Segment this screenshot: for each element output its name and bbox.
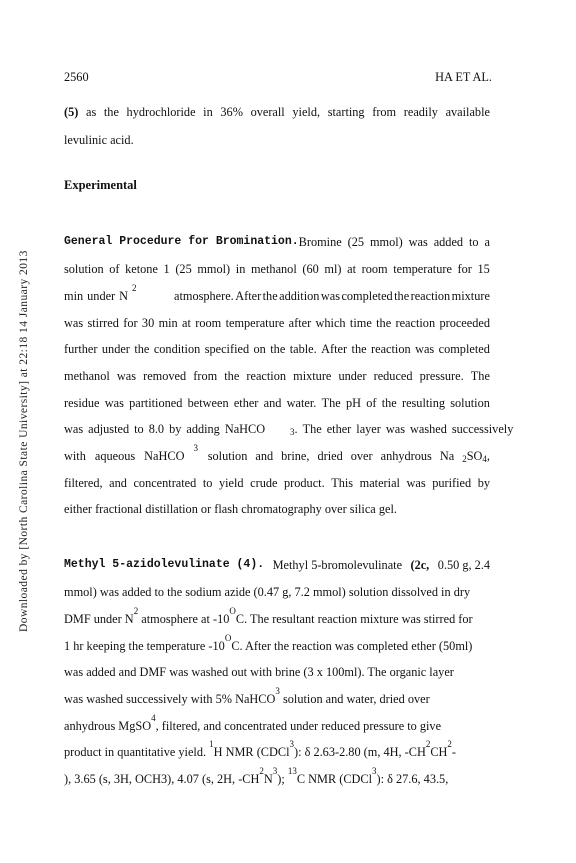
general-line-7 — [64, 395, 490, 411]
word: stirred — [87, 316, 119, 330]
word: partitioned — [129, 396, 183, 410]
word: completed — [341, 289, 393, 303]
word: solution — [207, 449, 248, 463]
word: table. — [289, 342, 317, 356]
intro-line-1 — [64, 104, 490, 120]
word: for — [123, 316, 138, 330]
word: adjusted — [88, 422, 130, 436]
word: aqueous — [94, 449, 136, 463]
word: anhydrous — [380, 449, 432, 463]
general-line-1-rest — [299, 234, 490, 250]
word: ketone — [125, 262, 158, 276]
general-line-2 — [64, 261, 490, 277]
word: reduced — [373, 369, 413, 383]
word: from — [193, 369, 218, 383]
word: ml) — [324, 262, 342, 276]
word: available — [445, 105, 490, 119]
word: The — [321, 396, 341, 410]
general-line-9: with aqueous NaHCO 3 solution and brine, dried over anhydrous Na $_2SO_4$, — [64, 443, 490, 464]
section-heading: Experimental — [64, 178, 137, 192]
word: (25 — [175, 262, 192, 276]
word: completed — [438, 342, 490, 356]
word: by — [169, 422, 182, 436]
word: condition — [153, 342, 201, 356]
word: yield, — [292, 105, 321, 119]
word: with — [64, 449, 86, 463]
word: proceeded — [439, 316, 490, 330]
word: (5) — [64, 105, 79, 119]
word: N — [119, 289, 129, 303]
word: methanol — [250, 262, 297, 276]
word: pH — [345, 396, 361, 410]
word: by — [477, 476, 490, 490]
methyl-line-5: was added and DMF was washed out with brine (3 x 100ml). The organic layer — [64, 665, 454, 679]
word: was — [320, 289, 340, 303]
word: reaction — [371, 342, 411, 356]
word: to — [469, 235, 479, 249]
word: starting — [327, 105, 365, 119]
download-watermark: Downloaded by [North Carolina State University] at 22:18 14 January 2013 — [18, 250, 30, 632]
word: was — [385, 422, 405, 436]
word: (25 — [347, 235, 365, 249]
word: Bromine — [298, 235, 342, 249]
word: between — [187, 396, 229, 410]
methyl-line-3: DMF under N 2 atmosphere at -10 O C. The resultant reaction mixture was stirred for — [64, 606, 473, 626]
word: filtered, — [64, 476, 103, 490]
word: over — [350, 449, 373, 463]
word: the — [394, 289, 410, 303]
word: from — [372, 105, 397, 119]
methyl-line-2: mmol) was added to the sodium azide (0.47 g, 7.2 mmol) solution dissolved in dry — [64, 585, 471, 599]
general-line-4 — [64, 315, 490, 331]
word: specified — [204, 342, 250, 356]
general-line-11: either fractional distillation or flash chromatography over silica gel. — [64, 502, 397, 516]
word: mixture — [451, 289, 490, 303]
methyl-line-4: 1 hr keeping the temperature -10 O C. After the reaction was completed ether (50ml) — [64, 633, 473, 653]
word: temperature — [225, 316, 285, 330]
word: resulting — [401, 396, 446, 410]
word: ether — [233, 396, 259, 410]
word: The — [470, 369, 490, 383]
word: was — [104, 396, 124, 410]
word: atmosphere. — [174, 289, 234, 303]
methyl-line-8: product in quantitative yield. 1 H NMR (CDCl 3 ): δ 2.63-2.80 (m, 4H, -CH 2 CH 2 - — [64, 739, 457, 759]
general-line-8: was adjusted to 8.0 by adding NaHCO $_3$ . The ether layer was washed successively — [64, 422, 514, 437]
word: hydrochloride — [126, 105, 196, 119]
general-line-6 — [64, 368, 490, 384]
word: the — [381, 396, 397, 410]
word: This — [331, 476, 354, 490]
word: and — [109, 476, 127, 490]
word: as — [85, 105, 97, 119]
word: concentrated — [133, 476, 197, 490]
word: of — [109, 262, 120, 276]
word: to — [202, 476, 213, 490]
intro-line-2: levulinic acid. — [64, 133, 134, 147]
word: was — [116, 369, 136, 383]
word: solution — [450, 396, 490, 410]
word: min — [158, 316, 178, 330]
word: mmol) — [369, 235, 403, 249]
word: reaction — [410, 289, 451, 303]
word: After — [321, 342, 348, 356]
word: Na — [439, 449, 455, 463]
general-line-1 — [64, 234, 490, 250]
word: at — [182, 316, 191, 330]
word: reaction — [246, 369, 287, 383]
word: mmol) — [197, 262, 231, 276]
word: After — [235, 289, 262, 303]
word: crude — [250, 476, 278, 490]
word: dried — [317, 449, 343, 463]
word: was — [415, 342, 435, 356]
word: at — [347, 262, 356, 276]
general-line-3a: min under N 2 — [64, 283, 137, 303]
word: was — [64, 422, 84, 436]
word: which — [315, 316, 346, 330]
word: material — [359, 476, 400, 490]
word: brine, — [281, 449, 310, 463]
word: further — [64, 342, 98, 356]
word: 15 — [477, 262, 490, 276]
word: addition — [279, 289, 320, 303]
methyl-line-6: was washed successively with 5% NaHCO 3 solution and water, dried over — [64, 686, 430, 706]
general-title: General Procedure for Bromination. — [64, 235, 299, 248]
word: the — [262, 289, 278, 303]
running-head: HA ET AL. — [435, 70, 492, 84]
word: the — [224, 369, 240, 383]
word: pressure. — [419, 369, 464, 383]
general-line-10 — [64, 475, 490, 491]
methyl-line-1: Methyl 5-azidolevulinate (4). Methyl 5-bromolevulinate (2c, 0.50 g, 2.4 — [64, 558, 490, 572]
general-line-5 — [64, 341, 490, 357]
word: residue — [64, 396, 100, 410]
word: 36% — [220, 105, 243, 119]
word: room — [361, 262, 388, 276]
word: mixture — [293, 369, 332, 383]
word: reaction — [395, 316, 436, 330]
page-number: 2560 — [64, 70, 89, 84]
word: a — [484, 235, 490, 249]
word: and — [255, 449, 274, 463]
word: NaHCO — [144, 449, 185, 463]
methyl-line-9: ), 3.65 (s, 3H, OCH3), 4.07 (s, 2H, -CH 2 N 3 ); 13 C NMR (CDCl 3 ): δ 27.6, 43.5, — [64, 766, 449, 786]
word: . — [294, 422, 298, 436]
word: added — [433, 235, 464, 249]
word: removed — [143, 369, 187, 383]
word: The — [302, 422, 322, 436]
methyl-title: Methyl 5-azidolevulinate (4). — [64, 558, 265, 571]
word: product. — [284, 476, 325, 490]
word: room — [195, 316, 222, 330]
word: 8.0 — [148, 422, 165, 436]
word: and — [263, 396, 282, 410]
word: was — [64, 316, 84, 330]
word: of — [366, 396, 377, 410]
word: the — [376, 316, 392, 330]
general-line-3 — [64, 283, 490, 304]
compound-ref: (2c, — [410, 558, 430, 572]
word: readily — [403, 105, 438, 119]
word: under — [338, 369, 367, 383]
word: for — [457, 262, 472, 276]
word: the — [351, 342, 367, 356]
word: was — [408, 235, 428, 249]
word: adding — [186, 422, 220, 436]
word: under — [101, 342, 130, 356]
word: to — [134, 422, 144, 436]
word: was — [406, 476, 426, 490]
word: min — [64, 289, 84, 303]
word: overall — [250, 105, 285, 119]
word: on — [253, 342, 266, 356]
word: 30 — [141, 316, 155, 330]
word: solution — [64, 262, 104, 276]
word: the — [270, 342, 286, 356]
word: water. — [286, 396, 317, 410]
word: temperature — [393, 262, 452, 276]
word: in — [235, 262, 246, 276]
word: purified — [432, 476, 472, 490]
word: under — [87, 289, 116, 303]
word: time — [349, 316, 372, 330]
word: methanol — [64, 369, 110, 383]
word: successively — [451, 422, 514, 436]
methyl-line-7: anhydrous MgSO 4 , filtered, and concentrated under reduced pressure to give — [64, 713, 442, 733]
word: layer — [356, 422, 381, 436]
word: NaHCO — [224, 422, 266, 436]
word: ether — [326, 422, 352, 436]
word: (60 — [302, 262, 319, 276]
word: 1 — [163, 262, 170, 276]
word: yield — [218, 476, 244, 490]
word: washed — [409, 422, 447, 436]
word: the — [103, 105, 119, 119]
word: the — [134, 342, 150, 356]
word: after — [288, 316, 312, 330]
word: in — [203, 105, 213, 119]
